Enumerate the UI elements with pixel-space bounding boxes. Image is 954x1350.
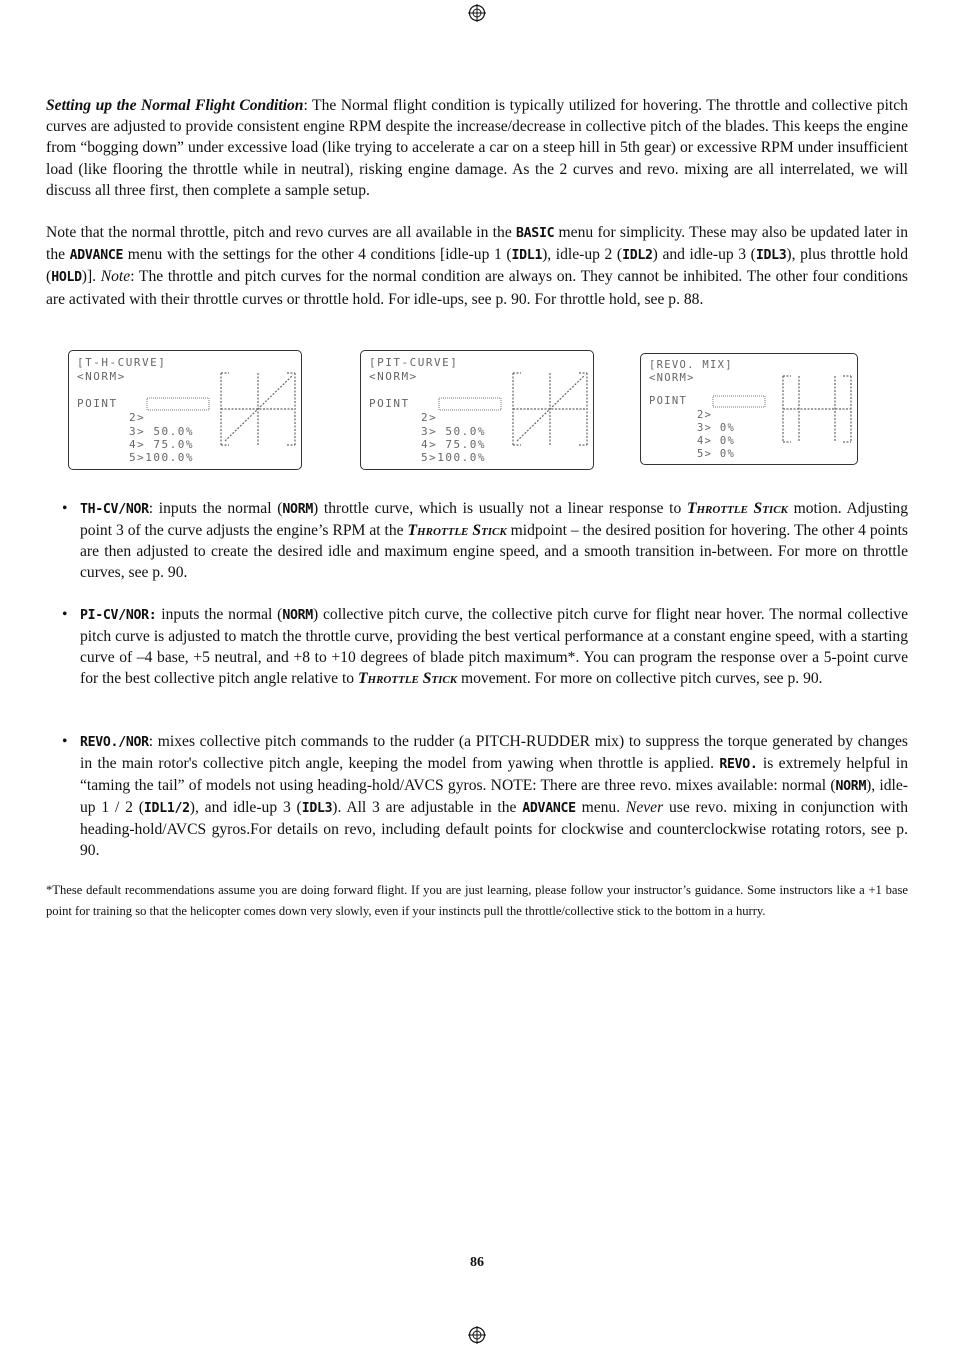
idl3-label: IDL3	[755, 248, 787, 264]
throttle-curve-display	[69, 351, 301, 469]
throttle-stick-term: Throttle Stick	[686, 500, 788, 517]
note-text: menu for simplicity. These may also be updated later in the	[46, 224, 909, 264]
note-text: ), idle-up 2 (	[542, 246, 623, 264]
bullet-text: movement. For more on collective pitch curves, see p. 90.	[457, 670, 823, 687]
intro-paragraph	[46, 95, 908, 201]
lcd-selection-box	[713, 396, 765, 407]
bullet-text: is extremely helpful in “taming the tail” of models not using heading-hold/AVCS gyros. NOTE: There are three revo. mixes available: normal (	[80, 755, 909, 794]
lcd-point-row: 2>	[697, 409, 713, 421]
th-cv-code: TH-CV/NOR	[80, 502, 149, 517]
note-text: Note that the normal throttle, pitch and revo curves are all available in the	[46, 224, 517, 241]
lcd-title: [PIT-CURVE]	[369, 356, 459, 369]
idl2-label: IDL2	[622, 248, 653, 264]
advance-menu-label: ADVANCE	[522, 801, 576, 816]
intro-heading: Setting up the Normal Flight Condition	[46, 97, 304, 114]
revo-label: REVO.	[719, 757, 758, 772]
lcd-point-row: 3> 50.0%	[421, 425, 486, 438]
lcd-curve-graph	[513, 373, 587, 445]
lcd-point-row: 4> 0%	[697, 435, 736, 447]
note-text: ), plus throttle hold (	[46, 246, 909, 286]
pitch-curve-screen	[360, 350, 594, 470]
revo-code: REVO./NOR	[80, 735, 149, 750]
lcd-point-row: 5>100.0%	[421, 451, 486, 464]
lcd-condition: <NORM>	[77, 370, 126, 383]
lcd-point-row: 4> 75.0%	[421, 438, 486, 451]
bullet-dot: •	[62, 733, 68, 750]
idl3-label: IDL3	[301, 801, 333, 816]
bullet-text: ), and idle-up 3 (	[189, 799, 302, 816]
advance-menu-label: ADVANCE	[69, 248, 124, 264]
bullet-throttle-curve	[62, 498, 908, 583]
lcd-point-row: 2>	[421, 411, 438, 424]
note-label: Note	[100, 268, 131, 286]
note-text: ) and idle-up 3 (	[652, 246, 756, 264]
bullet-text: ) throttle curve, which is usually not a linear response to	[312, 500, 687, 517]
basic-menu-label: BASIC	[516, 226, 555, 241]
bullet-dot: •	[62, 500, 68, 517]
lcd-point-row: 2>	[129, 411, 146, 424]
lcd-condition: <NORM>	[649, 372, 695, 384]
norm-label: NORM	[835, 779, 867, 794]
lcd-title: [T-H-CURVE]	[77, 356, 167, 369]
lcd-point-row: 4> 75.0%	[129, 438, 194, 451]
pitch-curve-display	[361, 351, 593, 469]
bullet-text: : inputs the normal (	[148, 500, 283, 517]
pi-cv-code: PI-CV/NOR:	[80, 608, 157, 623]
norm-label: NORM	[282, 502, 313, 517]
intro-body: : The Normal flight condition is typically utilized for hovering. The throttle and collective pitch curves are adjusted to provide consistent engine RPM despite the increase/decrease in collective pitch of the blades. This keeps the engine from “bogging down” under excessive load (like trying to accelerate a car on a steep hill in 5th gear) or excessive RPM under insufficient load (like flooring the throttle while in neutral), risking engine damage. As the 2 curves and revo. mixing are all interrelated, we will discuss all three first, then complete a sample setup.	[46, 97, 908, 199]
hold-label: HOLD	[51, 270, 82, 286]
throttle-stick-term: Throttle Stick	[357, 670, 458, 687]
revo-mix-screen	[640, 353, 858, 465]
bullet-text: motion. Adjusting point 3 of the curve adjusts the engine’s RPM at the	[80, 500, 908, 539]
lcd-point-row: 3> 50.0%	[129, 425, 194, 438]
bullet-text: ). All 3 are adjustable in the	[332, 799, 523, 816]
bullet-revo-mix	[62, 731, 908, 861]
lcd-point-label: POINT	[649, 395, 688, 407]
lcd-title: [REVO. MIX]	[649, 359, 733, 371]
throttle-curve-screen	[68, 350, 302, 470]
lcd-point-row: 5>100.0%	[129, 451, 194, 464]
lcd-point-label: POINT	[77, 397, 118, 410]
lcd-condition: <NORM>	[369, 370, 418, 383]
lcd-point-label: POINT	[369, 397, 410, 410]
registration-mark-icon	[468, 4, 486, 22]
bullet-text: ) collective pitch curve, the collective pitch curve for flight near hover. The normal collective pitch curve is adjusted to match the throttle curve, providing the best vertical performance at a constant engine speed, with a starting curve of –4 base, +5 neutral, and +8 to +10 degrees of blade pitch maximum*. You can program the response over a 5-point curve for the best collective pitch angle relative to	[80, 606, 908, 687]
bullet-text: inputs the normal (	[156, 606, 283, 623]
note-paragraph	[46, 222, 908, 310]
lcd-curve-graph	[783, 376, 851, 442]
bullet-text: : mixes collective pitch commands to the rudder (a PITCH-RUDDER mix) to suppress the torque generated by changes in the main rotor's collective pitch angle, keeping the model from yawing when throttle is applied.	[80, 733, 908, 772]
bullet-dot: •	[62, 606, 68, 623]
bullet-text: ), idle-up 1 / 2 (	[80, 777, 908, 816]
idl12-label: IDL1/2	[143, 801, 190, 816]
note-text: : The throttle and pitch curves for the normal condition are always on. They cannot be inhibited. The other four conditions are activated with their throttle curves or throttle hold. For idle-ups, see p. 90. For throttle hold, see p. 88.	[46, 268, 908, 308]
lcd-selection-box	[147, 398, 209, 410]
note-text: )].	[81, 268, 101, 286]
bullet-text: menu.	[575, 799, 626, 816]
lcd-point-row: 5> 0%	[697, 448, 736, 460]
bullet-pitch-curve	[62, 604, 908, 689]
revo-mix-display	[641, 354, 857, 464]
footnote: *These default recommendations assume you are doing forward flight. If you are just learning, please follow your instructor’s guidance. Some instructors like a +1 base point for training so that the helicopter comes down very slowly, even if your instincts pull the throttle/collective stick to the bottom in a hurry.	[46, 883, 908, 918]
bullet-text: midpoint – the desired position for hovering. The other 4 points are then adjusted to create the desired idle and maximum engine speed, and a smooth transition in-between. For more on throttle curves, see p. 90.	[80, 522, 908, 581]
never-emphasis: Never	[625, 799, 664, 816]
norm-label: NORM	[282, 608, 313, 623]
lcd-selection-box	[439, 398, 501, 410]
bullet-text: use revo. mixing in conjunction with heading-hold/AVCS gyros.For details on revo, including default points for clockwise and counterclockwise rotating rotors, see p. 90.	[80, 799, 909, 859]
page-number: 86	[470, 1255, 484, 1270]
note-text: menu with the settings for the other 4 conditions [idle-up 1 (	[123, 246, 512, 264]
registration-mark-icon	[468, 1326, 486, 1344]
lcd-curve-graph	[221, 373, 295, 445]
idl1-label: IDL1	[511, 248, 543, 264]
lcd-point-row: 3> 0%	[697, 422, 736, 434]
throttle-stick-term: Throttle Stick	[407, 522, 507, 539]
